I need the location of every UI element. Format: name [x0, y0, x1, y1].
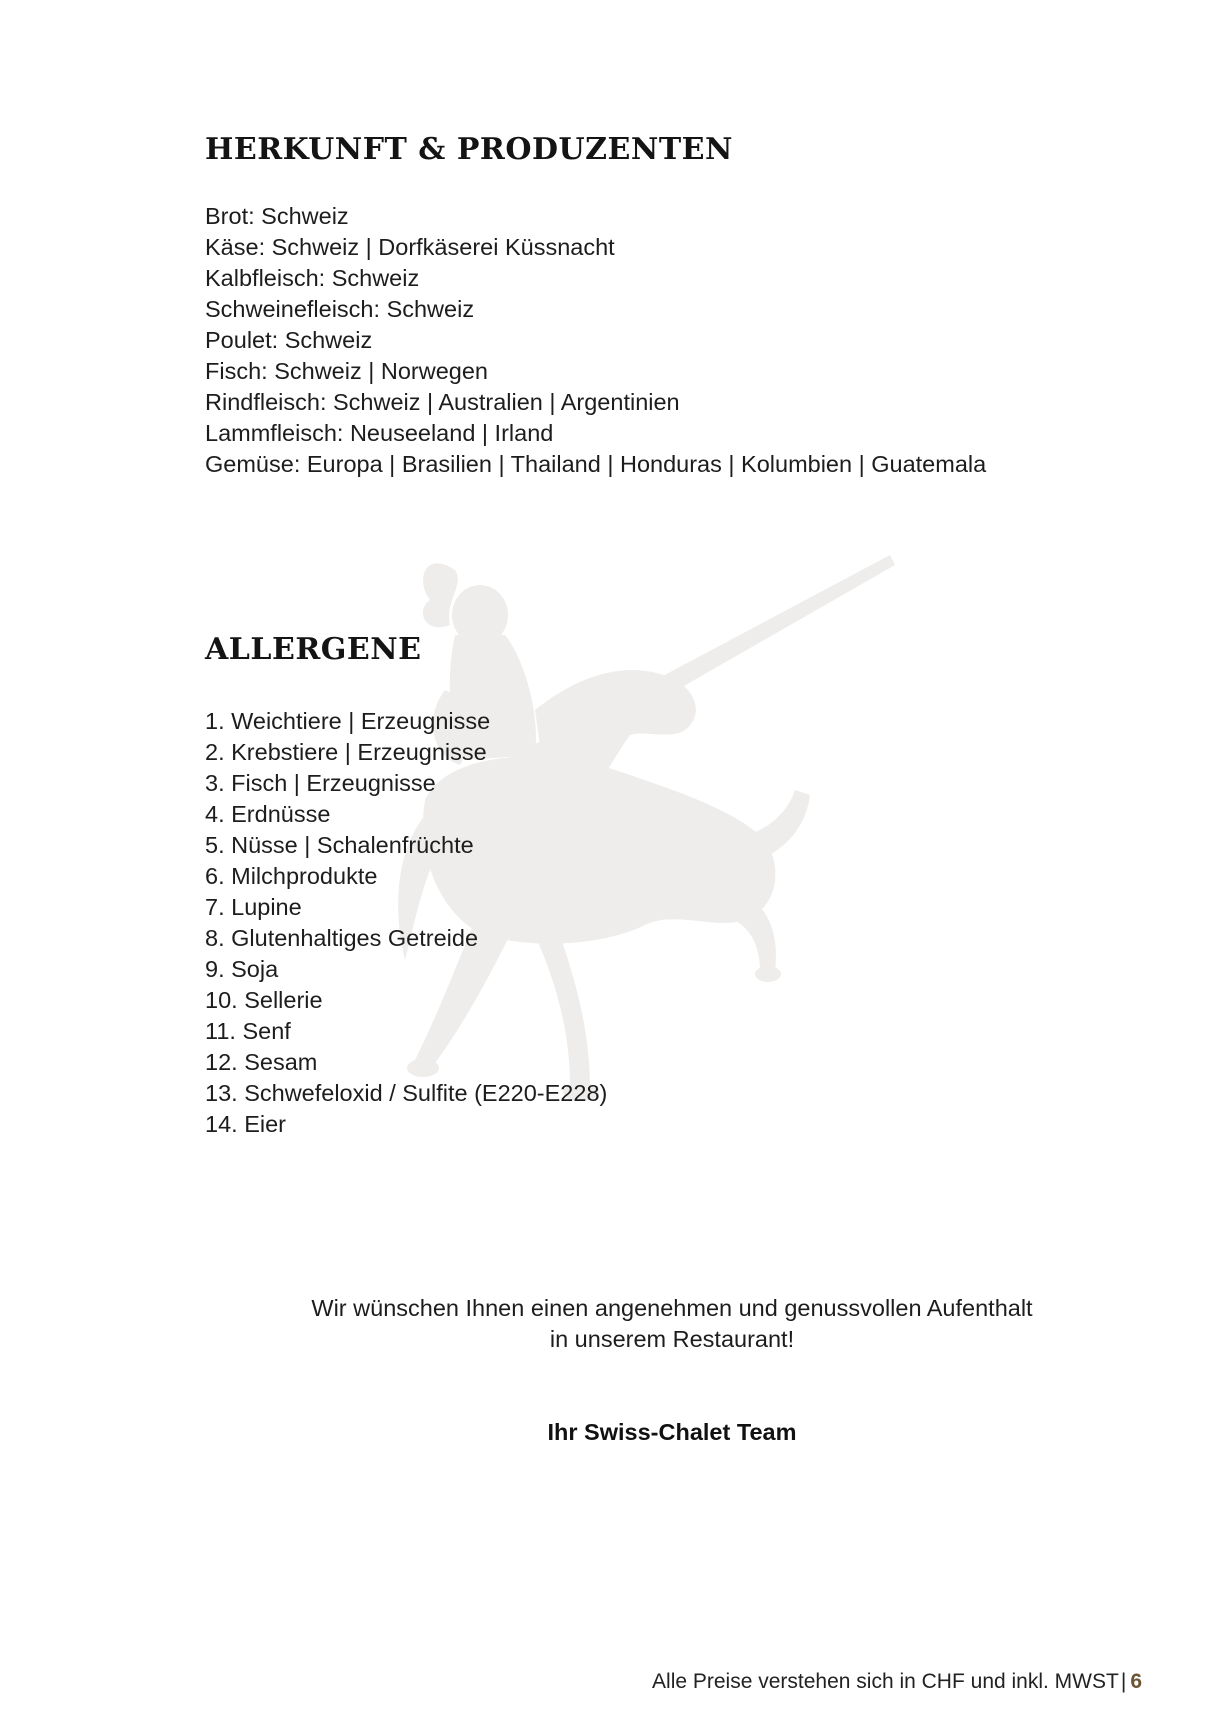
allergens-section-title: ALLERGENE — [205, 632, 422, 667]
list-item: Schweinefleisch: Schweiz — [205, 296, 475, 322]
list-item: Kalbfleisch: Schweiz — [205, 265, 420, 291]
list-item: 4. Erdnüsse — [205, 801, 331, 827]
allergen-list — [205, 706, 607, 1140]
list-item: 12. Sesam — [205, 1049, 318, 1075]
list-item: 11. Senf — [205, 1018, 291, 1044]
list-item: Poulet: Schweiz — [205, 327, 373, 353]
list-item: Fisch: Schweiz | Norwegen — [205, 358, 488, 384]
list-item: Käse: Schweiz | Dorfkäserei Küssnacht — [205, 234, 615, 260]
closing-line-1: Wir wünschen Ihnen einen angenehmen und genussvollen Aufenthalt — [311, 1295, 1033, 1321]
list-item: Rindfleisch: Schweiz | Australien | Argentinien — [205, 389, 680, 415]
list-item: 2. Krebstiere | Erzeugnisse — [205, 739, 487, 765]
closing-message — [0, 1293, 1222, 1355]
closing-line-2: in unserem Restaurant! — [549, 1326, 795, 1352]
list-item: 1. Weichtiere | Erzeugnisse — [205, 708, 491, 734]
list-item: 8. Glutenhaltiges Getreide — [205, 925, 479, 951]
origin-section-title: HERKUNFT & PRODUZENTEN — [205, 132, 733, 167]
signature: Ihr Swiss-Chalet Team — [547, 1419, 797, 1445]
footer-separator: | — [1120, 1670, 1127, 1693]
list-item: 14. Eier — [205, 1111, 286, 1137]
list-item: Lammfleisch: Neuseeland | Irland — [205, 420, 554, 446]
list-item: 3. Fisch | Erzeugnisse — [205, 770, 436, 796]
list-item: 13. Schwefeloxid / Sulfite (E220-E228) — [205, 1080, 608, 1106]
list-item: 7. Lupine — [205, 894, 302, 920]
origin-list — [205, 201, 986, 480]
list-item: 9. Soja — [205, 956, 279, 982]
list-item: 5. Nüsse | Schalenfrüchte — [205, 832, 474, 858]
page-footer — [652, 1670, 1142, 1694]
list-item: Gemüse: Europa | Brasilien | Thailand | Honduras | Kolumbien | Guatemala — [205, 451, 987, 477]
list-item: 6. Milchprodukte — [205, 863, 378, 889]
list-item: Brot: Schweiz — [205, 203, 349, 229]
page-number: 6 — [1130, 1670, 1142, 1693]
price-note: Alle Preise verstehen sich in CHF und inkl. MWST — [652, 1670, 1119, 1693]
list-item: 10. Sellerie — [205, 987, 323, 1013]
